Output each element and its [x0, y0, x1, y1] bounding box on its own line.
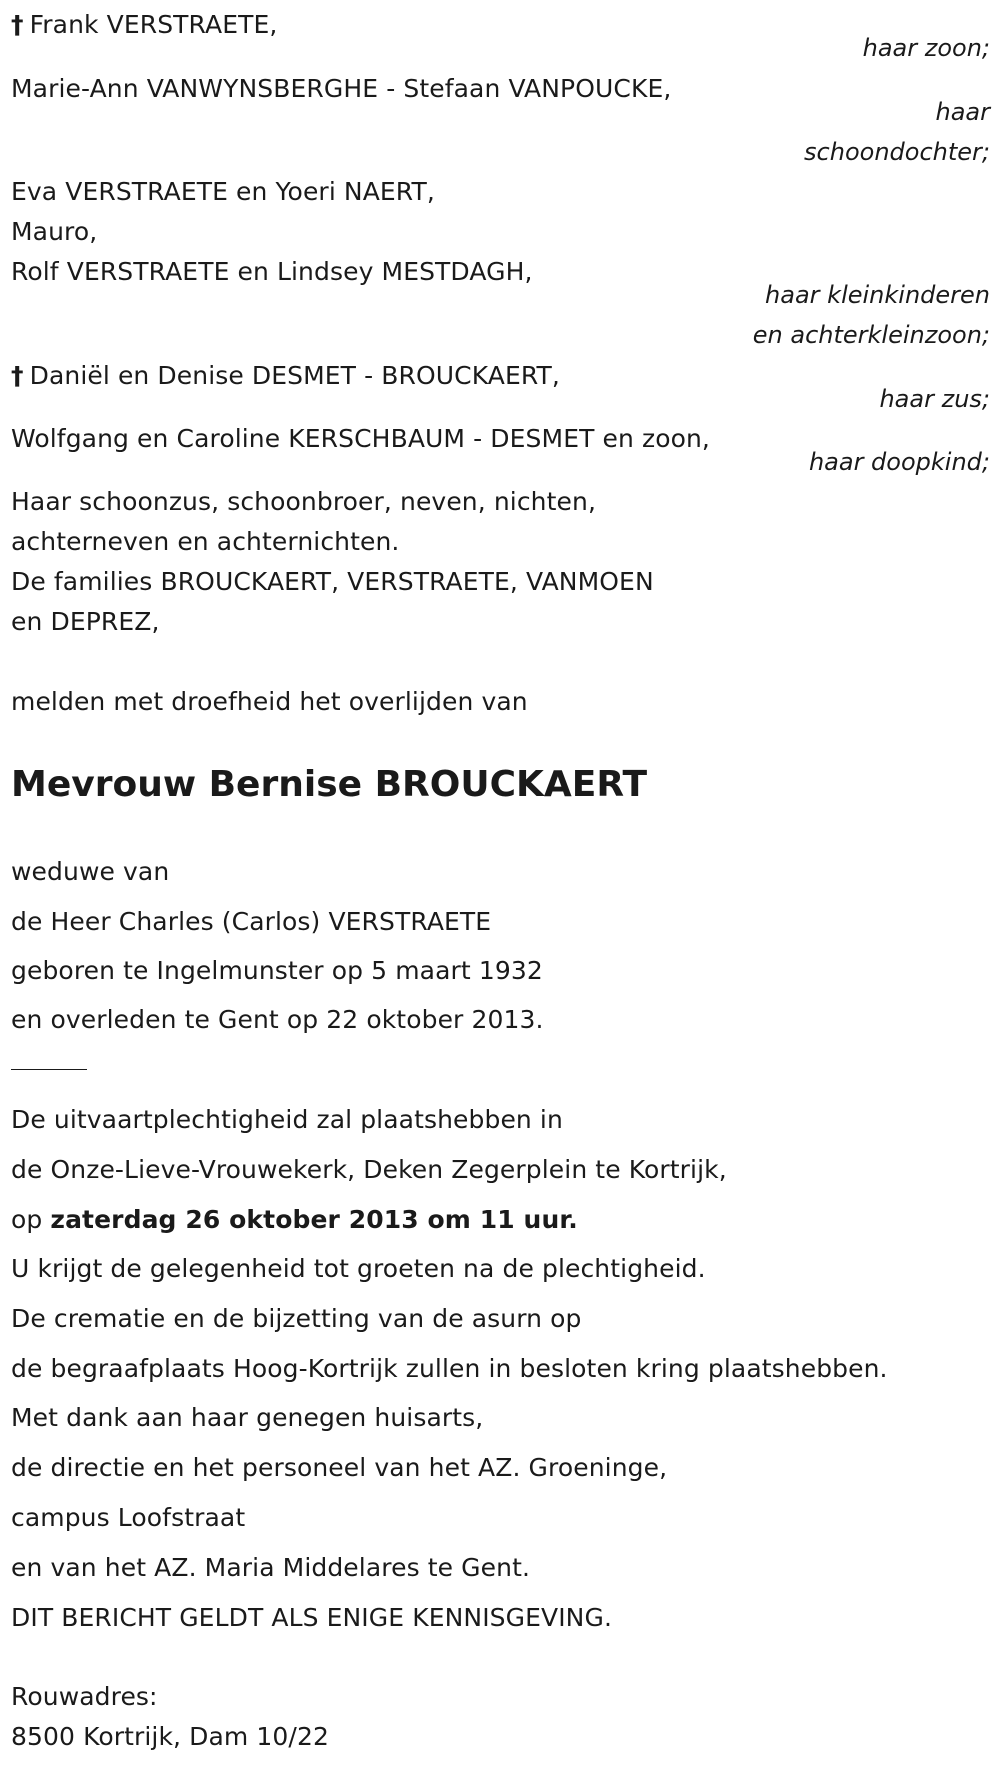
family-entry-name: Frank VERSTRAETE,	[29, 10, 278, 39]
ceremony-date: zaterdag 26 oktober 2013 om 11 uur.	[50, 1205, 578, 1234]
relation-great-grandson: en achterkleinzoon;	[752, 321, 990, 349]
cross-icon: †	[11, 361, 24, 390]
ceremony-prefix: op	[11, 1205, 43, 1234]
ceremony-line-9: campus Loofstraat	[11, 1503, 246, 1532]
detail-born: geboren te Ingelmunster op 5 maart 1932	[11, 956, 543, 985]
address-label: Rouwadres:	[11, 1682, 158, 1711]
relation-sister: haar zus;	[879, 385, 990, 413]
family-entry-rolf: Rolf VERSTRAETE en Lindsey MESTDAGH,	[11, 257, 533, 286]
ceremony-line-8: de directie en het personeel van het AZ. Groeninge,	[11, 1453, 668, 1482]
ceremony-line-7: Met dank aan haar genegen huisarts,	[11, 1403, 484, 1432]
family-entry-deprez: en DEPREZ,	[11, 607, 160, 636]
family-entry-name: Daniël en Denise DESMET - BROUCKAERT,	[29, 361, 560, 390]
ceremony-line-6: de begraafplaats Hoog-Kortrijk zullen in besloten kring plaatshebben.	[11, 1354, 888, 1383]
announcement-text: melden met droefheid het overlijden van	[11, 687, 528, 716]
family-entry-mauro: Mauro,	[11, 217, 98, 246]
family-entry-second-cousins: achterneven en achternichten.	[11, 527, 400, 556]
ceremony-line-5: De crematie en de bijzetting van de asurn op	[11, 1304, 582, 1333]
family-entry-frank	[11, 10, 277, 40]
family-entry-families: De families BROUCKAERT, VERSTRAETE, VANMOEN	[11, 567, 654, 596]
family-entry-daughter-in-law: Marie-Ann VANWYNSBERGHE - Stefaan VANPOUCKE,	[11, 74, 672, 103]
family-entry-in-laws: Haar schoonzus, schoonbroer, neven, nichten,	[11, 487, 596, 516]
family-entry-eva: Eva VERSTRAETE en Yoeri NAERT,	[11, 177, 435, 206]
ceremony-line-4: U krijgt de gelegenheid tot groeten na de plechtigheid.	[11, 1254, 706, 1283]
deceased-name: Mevrouw Bernise BROUCKAERT	[11, 764, 647, 805]
detail-died: en overleden te Gent op 22 oktober 2013.	[11, 1005, 544, 1034]
address-value: 8500 Kortrijk, Dam 10/22	[11, 1722, 329, 1751]
detail-widow-of: weduwe van	[11, 857, 170, 886]
detail-husband: de Heer Charles (Carlos) VERSTRAETE	[11, 907, 492, 936]
ceremony-line-3	[11, 1205, 578, 1235]
relation-godchild: haar doopkind;	[808, 448, 990, 476]
family-entry-daniel	[11, 361, 560, 391]
ceremony-line-2: de Onze-Lieve-Vrouwekerk, Deken Zegerplein te Kortrijk,	[11, 1155, 727, 1184]
ceremony-line-10: en van het AZ. Maria Middelares te Gent.	[11, 1553, 531, 1582]
family-entry-wolfgang: Wolfgang en Caroline KERSCHBAUM - DESMET en zoon,	[11, 424, 710, 453]
relation-schoondochter: schoondochter;	[804, 138, 990, 166]
cross-icon: †	[11, 10, 24, 39]
ceremony-line-1: De uitvaartplechtigheid zal plaatshebben in	[11, 1105, 563, 1134]
relation-haar: haar	[935, 98, 990, 126]
separator-line	[11, 1069, 87, 1070]
relation-son: haar zoon;	[862, 34, 990, 62]
relation-grandchildren: haar kleinkinderen	[765, 281, 990, 309]
ceremony-line-11: DIT BERICHT GELDT ALS ENIGE KENNISGEVING.	[11, 1603, 612, 1632]
